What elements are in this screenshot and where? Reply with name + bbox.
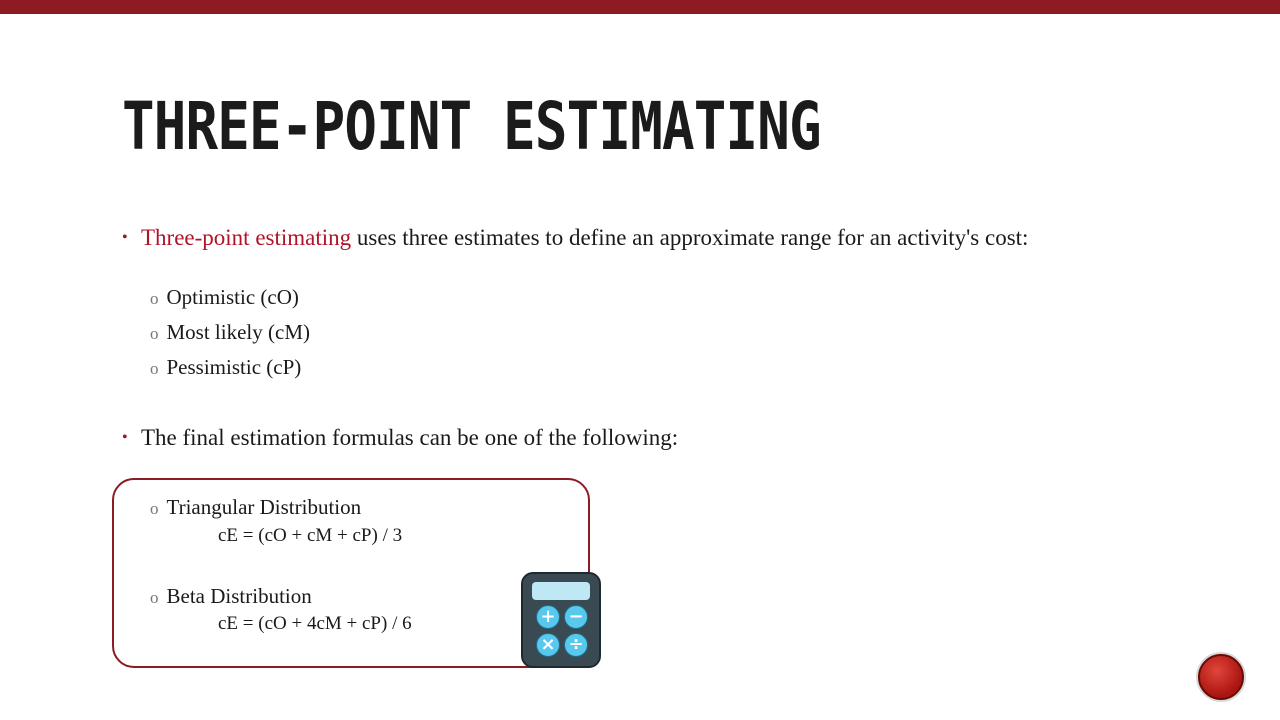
sub-marker: o bbox=[150, 324, 159, 343]
multiply-key: × bbox=[536, 633, 560, 657]
triangular-distribution-label: o Triangular Distribution bbox=[150, 495, 362, 519]
three-point-highlight: Three-point estimating bbox=[141, 225, 352, 250]
beta-distribution-label: o Beta Distribution bbox=[150, 584, 312, 608]
divide-key: ÷ bbox=[564, 633, 588, 657]
calculator-icon bbox=[521, 572, 601, 668]
plus-key: + bbox=[536, 605, 560, 629]
slide-title: THREE-POINT ESTIMATING bbox=[122, 88, 821, 165]
next-slide-button[interactable] bbox=[1198, 654, 1244, 700]
sub-marker: o bbox=[150, 359, 159, 378]
estimate-optimistic: o Optimistic (cO) bbox=[150, 285, 299, 309]
sub-marker: o bbox=[150, 289, 159, 308]
bullet-text: uses three estimates to define an approximate range for an activity's cost: bbox=[351, 225, 1029, 250]
minus-key: − bbox=[564, 605, 588, 629]
top-accent-bar bbox=[0, 0, 1280, 14]
sub-marker: o bbox=[150, 588, 159, 607]
bullet-marker: • bbox=[122, 229, 128, 246]
beta-formula: cE = (cO + 4cM + cP) / 6 bbox=[218, 613, 412, 634]
estimate-pessimistic: o Pessimistic (cP) bbox=[150, 355, 302, 379]
sub-marker: o bbox=[150, 499, 159, 518]
triangular-formula: cE = (cO + cM + cP) / 3 bbox=[218, 525, 403, 546]
bullet-marker: • bbox=[122, 429, 128, 446]
calculator-screen bbox=[532, 582, 590, 600]
estimate-most-likely: o Most likely (cM) bbox=[150, 320, 310, 344]
bullet-text: The final estimation formulas can be one of the following: bbox=[141, 425, 679, 450]
